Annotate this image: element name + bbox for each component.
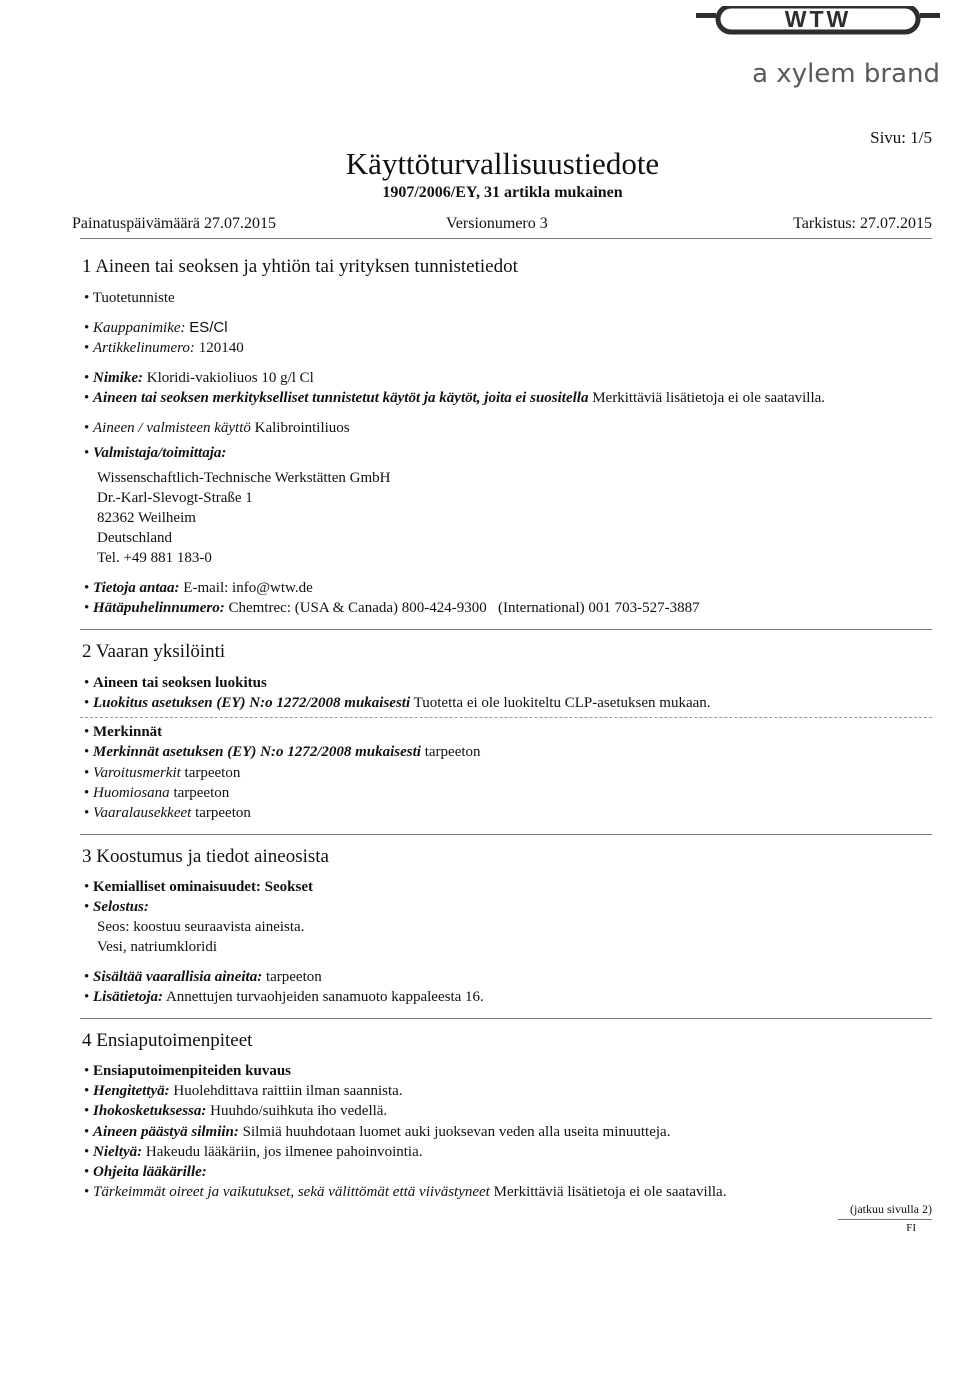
clp-label: Luokitus asetuksen (EY) N:o 1272/2008 mukaisesti: [93, 695, 411, 711]
skin-label: Ihokosketuksessa:: [93, 1103, 207, 1119]
inhalation-value: Huolehdittava raittiin ilman saannista.: [173, 1083, 403, 1099]
wtw-logo-icon: [694, 6, 942, 90]
first-aid-description-row: • Ensiaputoimenpiteiden kuvaus: [84, 1063, 291, 1079]
inhalation-row: • Hengitettyä: Huolehdittava raittiin ilman saannista.: [84, 1083, 403, 1099]
symptoms-label: Tärkeimmät oireet ja vaikutukset, sekä välittömät että viivästyneet: [93, 1184, 490, 1200]
print-date: Painatuspäivämäärä 27.07.2015: [72, 215, 276, 232]
skin-value: Huuhdo/suihkuta iho vedellä.: [210, 1103, 388, 1119]
dashed-divider: [80, 717, 932, 718]
article-value: 120140: [198, 340, 244, 356]
continued-note: (jatkuu sivulla 2): [850, 1202, 932, 1216]
clp-classification-row: • Luokitus asetuksen (EY) N:o 1272/2008 mukaisesti Tuotetta ei ole luokiteltu CLP-asetuksen mukaan.: [84, 695, 711, 711]
labelling-label: Merkinnät: [93, 724, 163, 740]
dangerous-components-row: • Sisältää vaarallisia aineita: tarpeeton: [84, 969, 322, 985]
symptoms-value: Merkittäviä lisätietoja ei ole saatavilla.: [493, 1184, 727, 1200]
emergency-label: Hätäpuhelinnumero:: [93, 600, 225, 616]
application-row: • Aineen / valmisteen käyttö Kalibrointiliuos: [84, 420, 350, 436]
symptoms-row: • Tärkeimmät oireet ja vaikutukset, sekä välittömät että viivästyneet Merkittäviä lisätietoja ei ole saatavilla.: [84, 1184, 727, 1200]
trade-name-row: • Kauppanimike: ES/Cl: [84, 319, 228, 336]
address-line-street: Dr.-Karl-Slevogt-Straße 1: [97, 490, 253, 506]
section-2-divider: [80, 834, 932, 835]
language-code: FI: [906, 1222, 916, 1234]
emergency-row: • Hätäpuhelinnumero: Chemtrec: (USA & Canada) 800-424-9300 (International) 001 703-527-3887: [84, 600, 700, 616]
version-number: Versionumero 3: [446, 215, 548, 232]
article-label: Artikkelinumero:: [93, 340, 195, 356]
ingestion-value: Hakeudu lääkäriin, jos ilmenee pahoinvointia.: [145, 1144, 423, 1160]
section-2-heading: 2 Vaaran yksilöinti: [82, 641, 226, 662]
header-divider: [80, 238, 932, 239]
hazard-value: tarpeeton: [195, 805, 251, 821]
pictograms-label: Varoitusmerkit: [93, 765, 181, 781]
classification-row: • Aineen tai seoksen luokitus: [84, 675, 267, 691]
brand-text: a xylem brand: [752, 59, 940, 89]
section-1-divider: [80, 629, 932, 630]
document-subtitle: 1907/2006/EY, 31 artikla mukainen: [382, 184, 623, 201]
address-line-country: Deutschland: [97, 530, 172, 546]
classification-label: Aineen tai seoksen luokitus: [93, 675, 267, 691]
uses-value: Merkittäviä lisätietoja ei ole saatavilla.: [592, 390, 826, 406]
additional-info-row: • Lisätietoja: Annettujen turvaohjeiden sanamuoto kappaleesta 16.: [84, 989, 484, 1005]
article-row: • Artikkelinumero: 120140: [84, 340, 244, 356]
info-value: E-mail: info@wtw.de: [183, 580, 313, 596]
signal-label: Huomiosana: [93, 785, 170, 801]
document-title: Käyttöturvallisuustiedote: [345, 146, 660, 181]
first-aid-description-label: Ensiaputoimenpiteiden kuvaus: [93, 1063, 291, 1079]
labelling-clp-value: tarpeeton: [424, 744, 481, 760]
emergency-value: Chemtrec: (USA & Canada) 800-424-9300 (International) 001 703-527-3887: [228, 600, 700, 616]
additional-label: Lisätietoja:: [93, 989, 164, 1005]
description-line-2: Vesi, natriumkloridi: [97, 939, 217, 955]
pictograms-row: • Varoitusmerkit tarpeeton: [84, 765, 241, 781]
labelling-clp-label: Merkinnät asetuksen (EY) N:o 1272/2008 mukaisesti: [93, 744, 421, 760]
product-identifier-label: Tuotetunniste: [92, 290, 175, 306]
ingestion-row: • Nieltyä: Hakeudu lääkäriin, jos ilmenee pahoinvointia.: [84, 1144, 423, 1160]
eye-value: Silmiä huuhdotaan luomet auki juoksevan veden alla useita minuutteja.: [242, 1124, 671, 1140]
section-3-heading: 3 Koostumus ja tiedot aineosista: [82, 846, 329, 867]
dangerous-label: Sisältää vaarallisia aineita:: [93, 969, 263, 985]
hazard-statements-row: • Vaaralausekkeet tarpeeton: [84, 805, 251, 821]
manufacturer-row: • Valmistaja/toimittaja:: [84, 445, 227, 461]
signal-word-row: • Huomiosana tarpeeton: [84, 785, 230, 801]
description-row: • Selostus:: [84, 899, 149, 915]
info-label: Tietoja antaa:: [93, 580, 180, 596]
product-identifier: • Tuotetunniste: [84, 290, 175, 306]
manufacturer-label: Valmistaja/toimittaja:: [93, 445, 227, 461]
skin-contact-row: • Ihokosketuksessa: Huuhdo/suihkuta iho vedellä.: [84, 1103, 388, 1119]
page-number: Sivu: 1/5: [870, 128, 932, 147]
review-date: Tarkistus: 27.07.2015: [793, 215, 932, 232]
section-1-heading: 1 Aineen tai seoksen ja yhtiön tai yrityksen tunnistetiedot: [82, 256, 518, 277]
dangerous-value: tarpeeton: [265, 969, 322, 985]
eye-contact-row: • Aineen päästyä silmiin: Silmiä huuhdotaan luomet auki juoksevan veden alla useita minuutteja.: [84, 1124, 671, 1140]
info-row: • Tietoja antaa: E-mail: info@wtw.de: [84, 580, 313, 596]
application-value: Kalibrointiliuos: [254, 420, 350, 436]
application-label: Aineen / valmisteen käyttö: [93, 420, 251, 436]
doctor-info-row: • Ohjeita lääkärille:: [84, 1164, 207, 1180]
description-label: Selostus:: [93, 899, 149, 915]
additional-value: Annettujen turvaohjeiden sanamuoto kappaleesta 16.: [165, 989, 484, 1005]
address-line-phone: Tel. +49 881 183-0: [97, 550, 212, 566]
description-line-1: Seos: koostuu seuraavista aineista.: [97, 919, 305, 935]
labelling-row: • Merkinnät: [84, 724, 163, 740]
wtw-xylem-logo: [694, 6, 942, 90]
chem-char-label: Kemialliset ominaisuudet: Seokset: [93, 879, 314, 895]
name-value: Kloridi-vakioliuos 10 g/l Cl: [146, 370, 314, 386]
section-3-divider: [80, 1018, 932, 1019]
inhalation-label: Hengitettyä:: [93, 1083, 170, 1099]
uses-label: Aineen tai seoksen merkitykselliset tunnistetut käytöt ja käytöt, joita ei suositella: [93, 390, 589, 406]
trade-name-label: Kauppanimike:: [93, 320, 186, 336]
clp-value: Tuotetta ei ole luokiteltu CLP-asetuksen mukaan.: [413, 695, 711, 711]
signal-value: tarpeeton: [173, 785, 230, 801]
doctor-label: Ohjeita lääkärille:: [93, 1164, 207, 1180]
logo-text: WTW: [784, 6, 852, 32]
uses-row: • Aineen tai seoksen merkitykselliset tunnistetut käytöt ja käytöt, joita ei suositella Merkittäviä lisätietoja ei ole saatavilla.: [84, 390, 826, 406]
ingestion-label: Nieltyä:: [93, 1144, 143, 1160]
address-line-city: 82362 Weilheim: [97, 510, 196, 526]
footer-divider: [838, 1219, 932, 1220]
name-row: • Nimike: Kloridi-vakioliuos 10 g/l Cl: [84, 370, 314, 386]
labelling-clp-row: • Merkinnät asetuksen (EY) N:o 1272/2008 mukaisesti tarpeeton: [84, 744, 481, 760]
hazard-label: Vaaralausekkeet: [93, 805, 192, 821]
section-4-heading: 4 Ensiaputoimenpiteet: [82, 1030, 253, 1051]
chem-char-row: • Kemialliset ominaisuudet: Seokset: [84, 879, 314, 895]
trade-name-value: ES/Cl: [189, 319, 228, 336]
name-label: Nimike:: [93, 370, 144, 386]
address-line-company: Wissenschaftlich-Technische Werkstätten GmbH: [97, 470, 391, 486]
pictograms-value: tarpeeton: [184, 765, 241, 781]
eye-label: Aineen päästyä silmiin:: [93, 1124, 239, 1140]
